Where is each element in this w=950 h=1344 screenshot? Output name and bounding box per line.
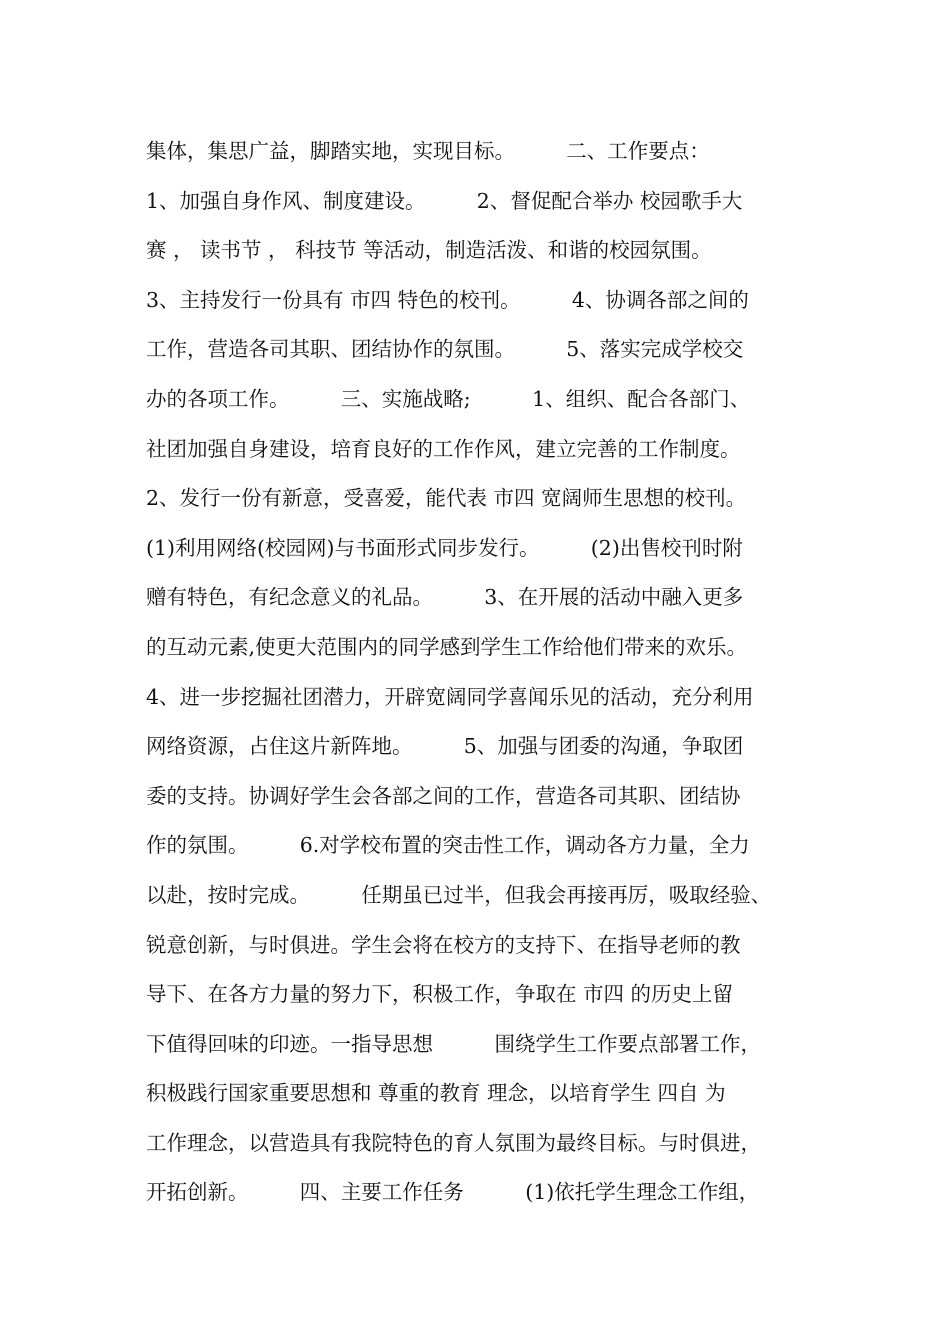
text-line: 1、加强自身作风、制度建设。 2、督促配合举办 校园歌手大 xyxy=(146,188,743,213)
text-line: (1)利用网络(校园网)与书面形式同步发行。 (2)出售校刊时附 xyxy=(146,535,743,560)
text-line: 锐意创新，与时俱进。学生会将在校方的支持下、在指导老师的教 xyxy=(146,932,741,957)
text-line: 社团加强自身建设，培育良好的工作作风，建立完善的工作制度。 xyxy=(146,436,741,461)
text-line: 下值得回味的印迹。一指导思想 围绕学生工作要点部署工作， xyxy=(146,1031,761,1056)
text-line: 委的支持。协调好学生会各部之间的工作，营造各司其职、团结协 xyxy=(146,783,741,808)
text-line: 网络资源，占住这片新阵地。 5、加强与团委的沟通，争取团 xyxy=(146,734,744,759)
text-line: 赠有特色，有纪念意义的礼品。 3、在开展的活动中融入更多 xyxy=(146,585,744,610)
text-line: 办的各项工作。 三、实施战略; 1、组织、配合各部门、 xyxy=(146,386,751,411)
text-line: 以赴，按时完成。 任期虽已过半，但我会再接再厉，吸取经验、 xyxy=(146,882,772,907)
text-line: 工作，营造各司其职、团结协作的氛围。 5、落实完成学校交 xyxy=(146,337,744,362)
text-line: 的互动元素,使更大范围内的同学感到学生工作给他们带来的欢乐。 xyxy=(146,634,748,659)
text-line: 2、发行一份有新意，受喜爱，能代表 市四 宽阔师生思想的校刊。 xyxy=(146,486,747,511)
text-line: 4、进一步挖掘社团潜力，开辟宽阔同学喜闻乐见的活动，充分利用 xyxy=(146,684,754,709)
text-line: 3、主持发行一份具有 市四 特色的校刊。 4、协调各部之间的 xyxy=(146,287,749,312)
document-body xyxy=(146,127,846,1218)
text-line: 作的氛围。 6.对学校布置的突击性工作，调动各方力量，全力 xyxy=(146,833,750,858)
text-line: 集体，集思广益，脚踏实地，实现目标。 二、工作要点： xyxy=(146,139,710,163)
text-line: 开拓创新。 四、主要工作任务 (1)依托学生理念工作组， xyxy=(146,1180,760,1205)
text-line: 导下、在各方力量的努力下，积极工作，争取在 市四 的历史上留 xyxy=(146,982,734,1007)
text-line: 赛 ， 读书节 ， 科技节 等活动，制造活泼、和谐的校园氛围。 xyxy=(146,238,712,263)
text-line: 积极践行国家重要思想和 尊重的教育 理念，以培育学生 四自 为 xyxy=(146,1081,726,1106)
text-line: 工作理念，以营造具有我院特色的育人氛围为最终目标。与时俱进， xyxy=(146,1130,761,1155)
